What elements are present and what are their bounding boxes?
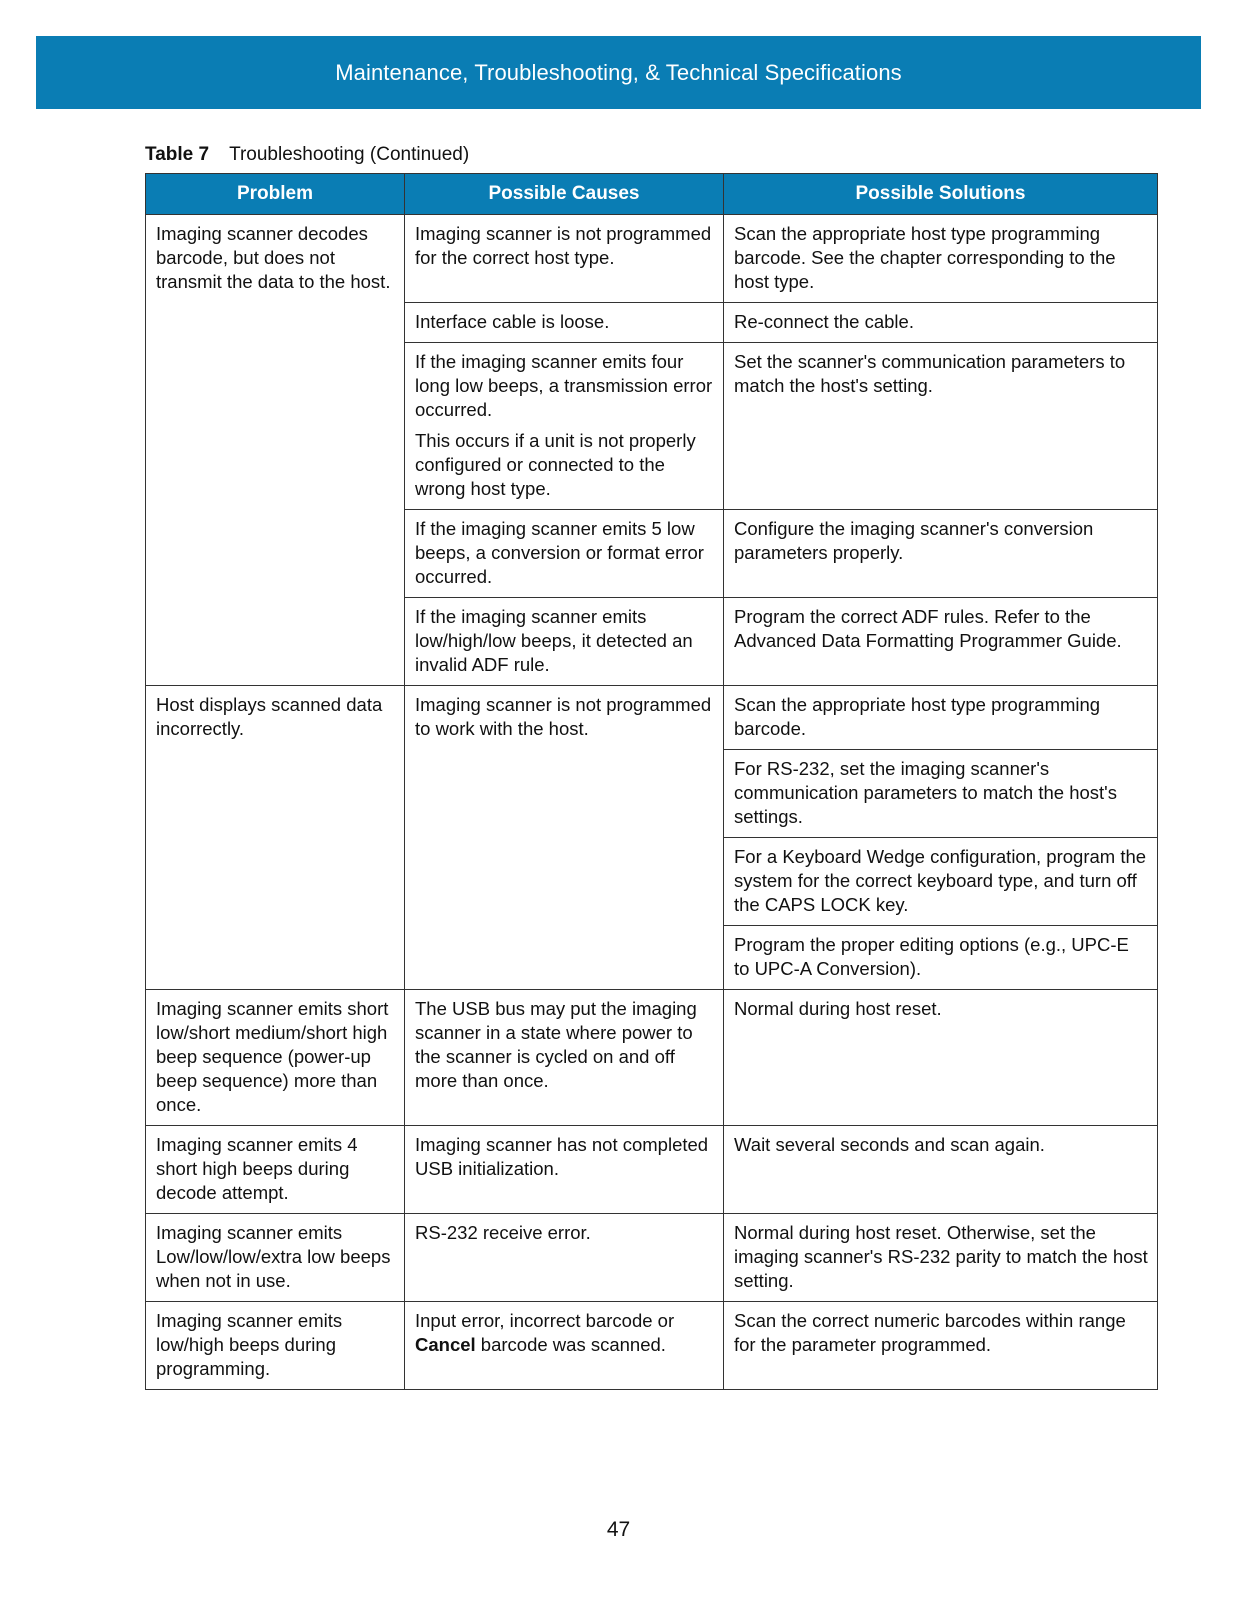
table-row [146, 1302, 1158, 1390]
cause-cell [405, 1302, 724, 1390]
table-row [146, 1214, 1158, 1302]
cause-cell: Imaging scanner has not completed USB initialization. [405, 1126, 724, 1214]
cause-cell: If the imaging scanner emits 5 low beeps, a conversion or format error occurred. [405, 510, 724, 598]
solution-cell: Program the correct ADF rules. Refer to the Advanced Data Formatting Programmer Guide. [724, 598, 1158, 686]
cause-cell [405, 343, 724, 510]
problem-cell: Imaging scanner emits Low/low/low/extra low beeps when not in use. [146, 1214, 405, 1302]
solution-cell: Program the proper editing options (e.g., UPC-E to UPC-A Conversion). [724, 926, 1158, 990]
cause-cell: RS-232 receive error. [405, 1214, 724, 1302]
table-row [146, 1126, 1158, 1214]
cause-text: Input error, incorrect barcode or [415, 1310, 675, 1331]
problem-cell: Imaging scanner emits 4 short high beeps during decode attempt. [146, 1126, 405, 1214]
cause-cell: Imaging scanner is not programmed for the correct host type. [405, 215, 724, 303]
problem-cell: Host displays scanned data incorrectly. [146, 686, 405, 990]
cause-text: barcode was scanned. [475, 1334, 666, 1355]
solution-cell: Re-connect the cable. [724, 303, 1158, 343]
table-header-row [146, 174, 1158, 215]
solution-cell: Normal during host reset. Otherwise, set the imaging scanner's RS-232 parity to match the host setting. [724, 1214, 1158, 1302]
table-caption-number: Table 7 [145, 144, 210, 165]
table-row [146, 215, 1158, 303]
cause-cell: The USB bus may put the imaging scanner in a state where power to the scanner is cycled on and off more than once. [405, 990, 724, 1126]
table-row [146, 990, 1158, 1126]
solution-cell: Normal during host reset. [724, 990, 1158, 1126]
solution-cell: Set the scanner's communication parameters to match the host's setting. [724, 343, 1158, 510]
column-header-problem: Problem [146, 174, 405, 215]
cause-cell: Imaging scanner is not programmed to work with the host. [405, 686, 724, 990]
table-row [146, 686, 1158, 750]
cause-cell: Interface cable is loose. [405, 303, 724, 343]
solution-cell: Scan the correct numeric barcodes within range for the parameter programmed. [724, 1302, 1158, 1390]
solution-cell: For a Keyboard Wedge configuration, program the system for the correct keyboard type, and turn off the CAPS LOCK key. [724, 838, 1158, 926]
solution-cell: Configure the imaging scanner's conversion parameters properly. [724, 510, 1158, 598]
solution-cell: Scan the appropriate host type programming barcode. See the chapter corresponding to the host type. [724, 215, 1158, 303]
troubleshooting-table [145, 173, 1158, 1390]
cause-cell: If the imaging scanner emits low/high/low beeps, it detected an invalid ADF rule. [405, 598, 724, 686]
cancel-barcode-term: Cancel [415, 1334, 476, 1355]
table-caption [145, 144, 469, 166]
column-header-solutions: Possible Solutions [724, 174, 1158, 215]
solution-cell: Wait several seconds and scan again. [724, 1126, 1158, 1214]
problem-cell: Imaging scanner emits short low/short medium/short high beep sequence (power-up beep sequence) more than once. [146, 990, 405, 1126]
column-header-causes: Possible Causes [405, 174, 724, 215]
solution-cell: Scan the appropriate host type programming barcode. [724, 686, 1158, 750]
header-title: Maintenance, Troubleshooting, & Technical Specifications [335, 59, 902, 85]
page-number: 47 [606, 1518, 631, 1541]
header-banner [36, 36, 1201, 109]
cause-paragraph: If the imaging scanner emits four long low beeps, a transmission error occurred. [415, 351, 713, 420]
cause-paragraph: This occurs if a unit is not properly configured or connected to the wrong host type. [415, 430, 696, 499]
solution-cell: For RS-232, set the imaging scanner's communication parameters to match the host's settings. [724, 750, 1158, 838]
problem-cell: Imaging scanner decodes barcode, but does not transmit the data to the host. [146, 215, 405, 686]
problem-cell: Imaging scanner emits low/high beeps during programming. [146, 1302, 405, 1390]
table-caption-text: Troubleshooting (Continued) [229, 144, 470, 165]
